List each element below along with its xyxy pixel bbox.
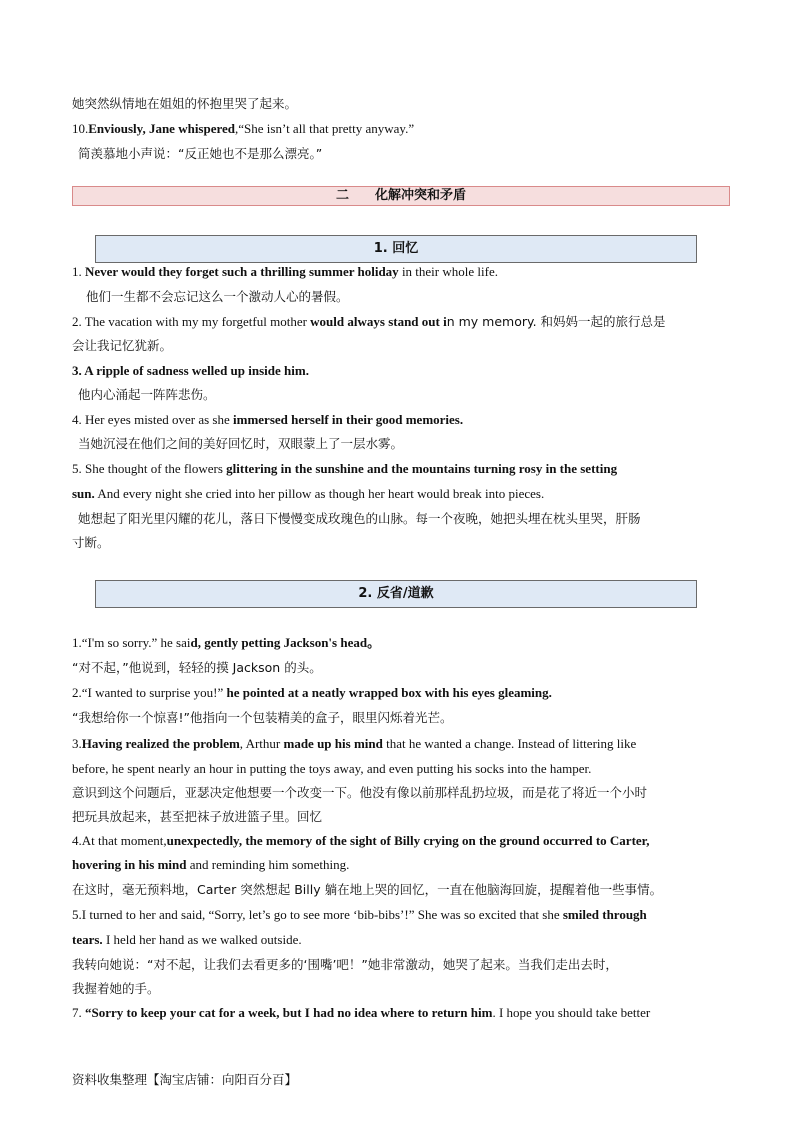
subsection-heading-apology: 2. 反省/道歉 — [95, 580, 697, 608]
text-line: 3. A ripple of sadness welled up inside him. — [72, 363, 309, 378]
text-line: “对不起，”他说到，轻轻的摸 Jackson 的头。 — [72, 660, 322, 675]
text-line: 他们一生都不会忘记这么一个激动人心的暑假。 — [86, 289, 349, 304]
text-line: 5.I turned to her and said, “Sorry, let’s go to see more ‘bib-bibs’!” She was so excited that she smiled through — [72, 907, 647, 922]
text-line: 1.“I'm so sorry.” he said, gently petting Jackson's head。 — [72, 635, 381, 650]
text-line: 简羡慕地小声说：“反正她也不是那么漂亮。” — [78, 146, 323, 161]
section-heading: 二 化解冲突和矛盾 — [72, 186, 730, 206]
text-line: 他内心涌起一阵阵悲伤。 — [78, 387, 216, 402]
text-line: tears. I held her hand as we walked outside. — [72, 932, 302, 947]
text-line: before, he spent nearly an hour in putting the toys away, and even putting his socks into the hamper. — [72, 761, 592, 776]
text-line: “我想给你一个惊喜!”他指向一个包装精美的盒子，眼里闪烁着光芒。 — [72, 710, 453, 725]
text-line: 2. The vacation with my my forgetful mother would always stand out in my memory. 和妈妈一起的旅行总是 — [72, 314, 666, 329]
text-line: 我握着她的手。 — [72, 981, 160, 996]
text-line: 会让我记忆犹新。 — [72, 338, 173, 353]
text-line: 当她沉浸在他们之间的美好回忆时，双眼蒙上了一层水雾。 — [78, 436, 404, 451]
text-line: 她突然纵情地在姐姐的怀抱里哭了起来。 — [72, 96, 298, 111]
text-line: 意识到这个问题后，亚瑟决定他想要一个改变一下。他没有像以前那样乱扔垃圾，而是花了将近一个小时 — [72, 785, 648, 800]
text-line: 她想起了阳光里闪耀的花儿，落日下慢慢变成玫瑰色的山脉。每一个夜晚，她把头埋在枕头里哭，肝肠 — [78, 511, 641, 526]
subsection-heading-memory: 1. 回忆 — [95, 235, 697, 263]
text-line: 把玩具放起来，甚至把袜子放进篮子里。回忆 — [72, 809, 323, 824]
text-line: 2.“I wanted to surprise you!” he pointed at a neatly wrapped box with his eyes gleaming. — [72, 685, 552, 700]
text-line: 4. Her eyes misted over as she immersed herself in their good memories. — [72, 412, 464, 427]
page-footer: 资料收集整理【淘宝店铺：向阳百分百】 — [72, 1072, 298, 1087]
text-line: 我转向她说：“对不起，让我们去看更多的‘围嘴’吧！”她非常激动，她哭了起来。当我们走出去时， — [72, 957, 618, 972]
text-line: 1. Never would they forget such a thrilling summer holiday in their whole life. — [72, 264, 498, 279]
text-line: sun. And every night she cried into her pillow as though her heart would break into pieces. — [72, 486, 545, 501]
text-line: 10.Enviously, Jane whispered,“She isn’t all that pretty anyway.” — [72, 121, 415, 136]
text-line: 4.At that moment,unexpectedly, the memory of the sight of Billy crying on the ground occurred to Carter, — [72, 833, 650, 848]
text-line: 3.Having realized the problem, Arthur made up his mind that he wanted a change. Instead of littering like — [72, 736, 637, 751]
text-line: 寸断。 — [72, 535, 110, 550]
text-line: 5. She thought of the flowers glittering in the sunshine and the mountains turning rosy in the setting — [72, 461, 618, 476]
text-line: hovering in his mind and reminding him something. — [72, 857, 350, 872]
text-line: 7. “Sorry to keep your cat for a week, but I had no idea where to return him. I hope you should take better — [72, 1005, 651, 1020]
text-line: 在这时，毫无预料地，Carter 突然想起 Billy 躺在地上哭的回忆，一直在他脑海回旋，提醒着他一些事情。 — [72, 882, 663, 897]
